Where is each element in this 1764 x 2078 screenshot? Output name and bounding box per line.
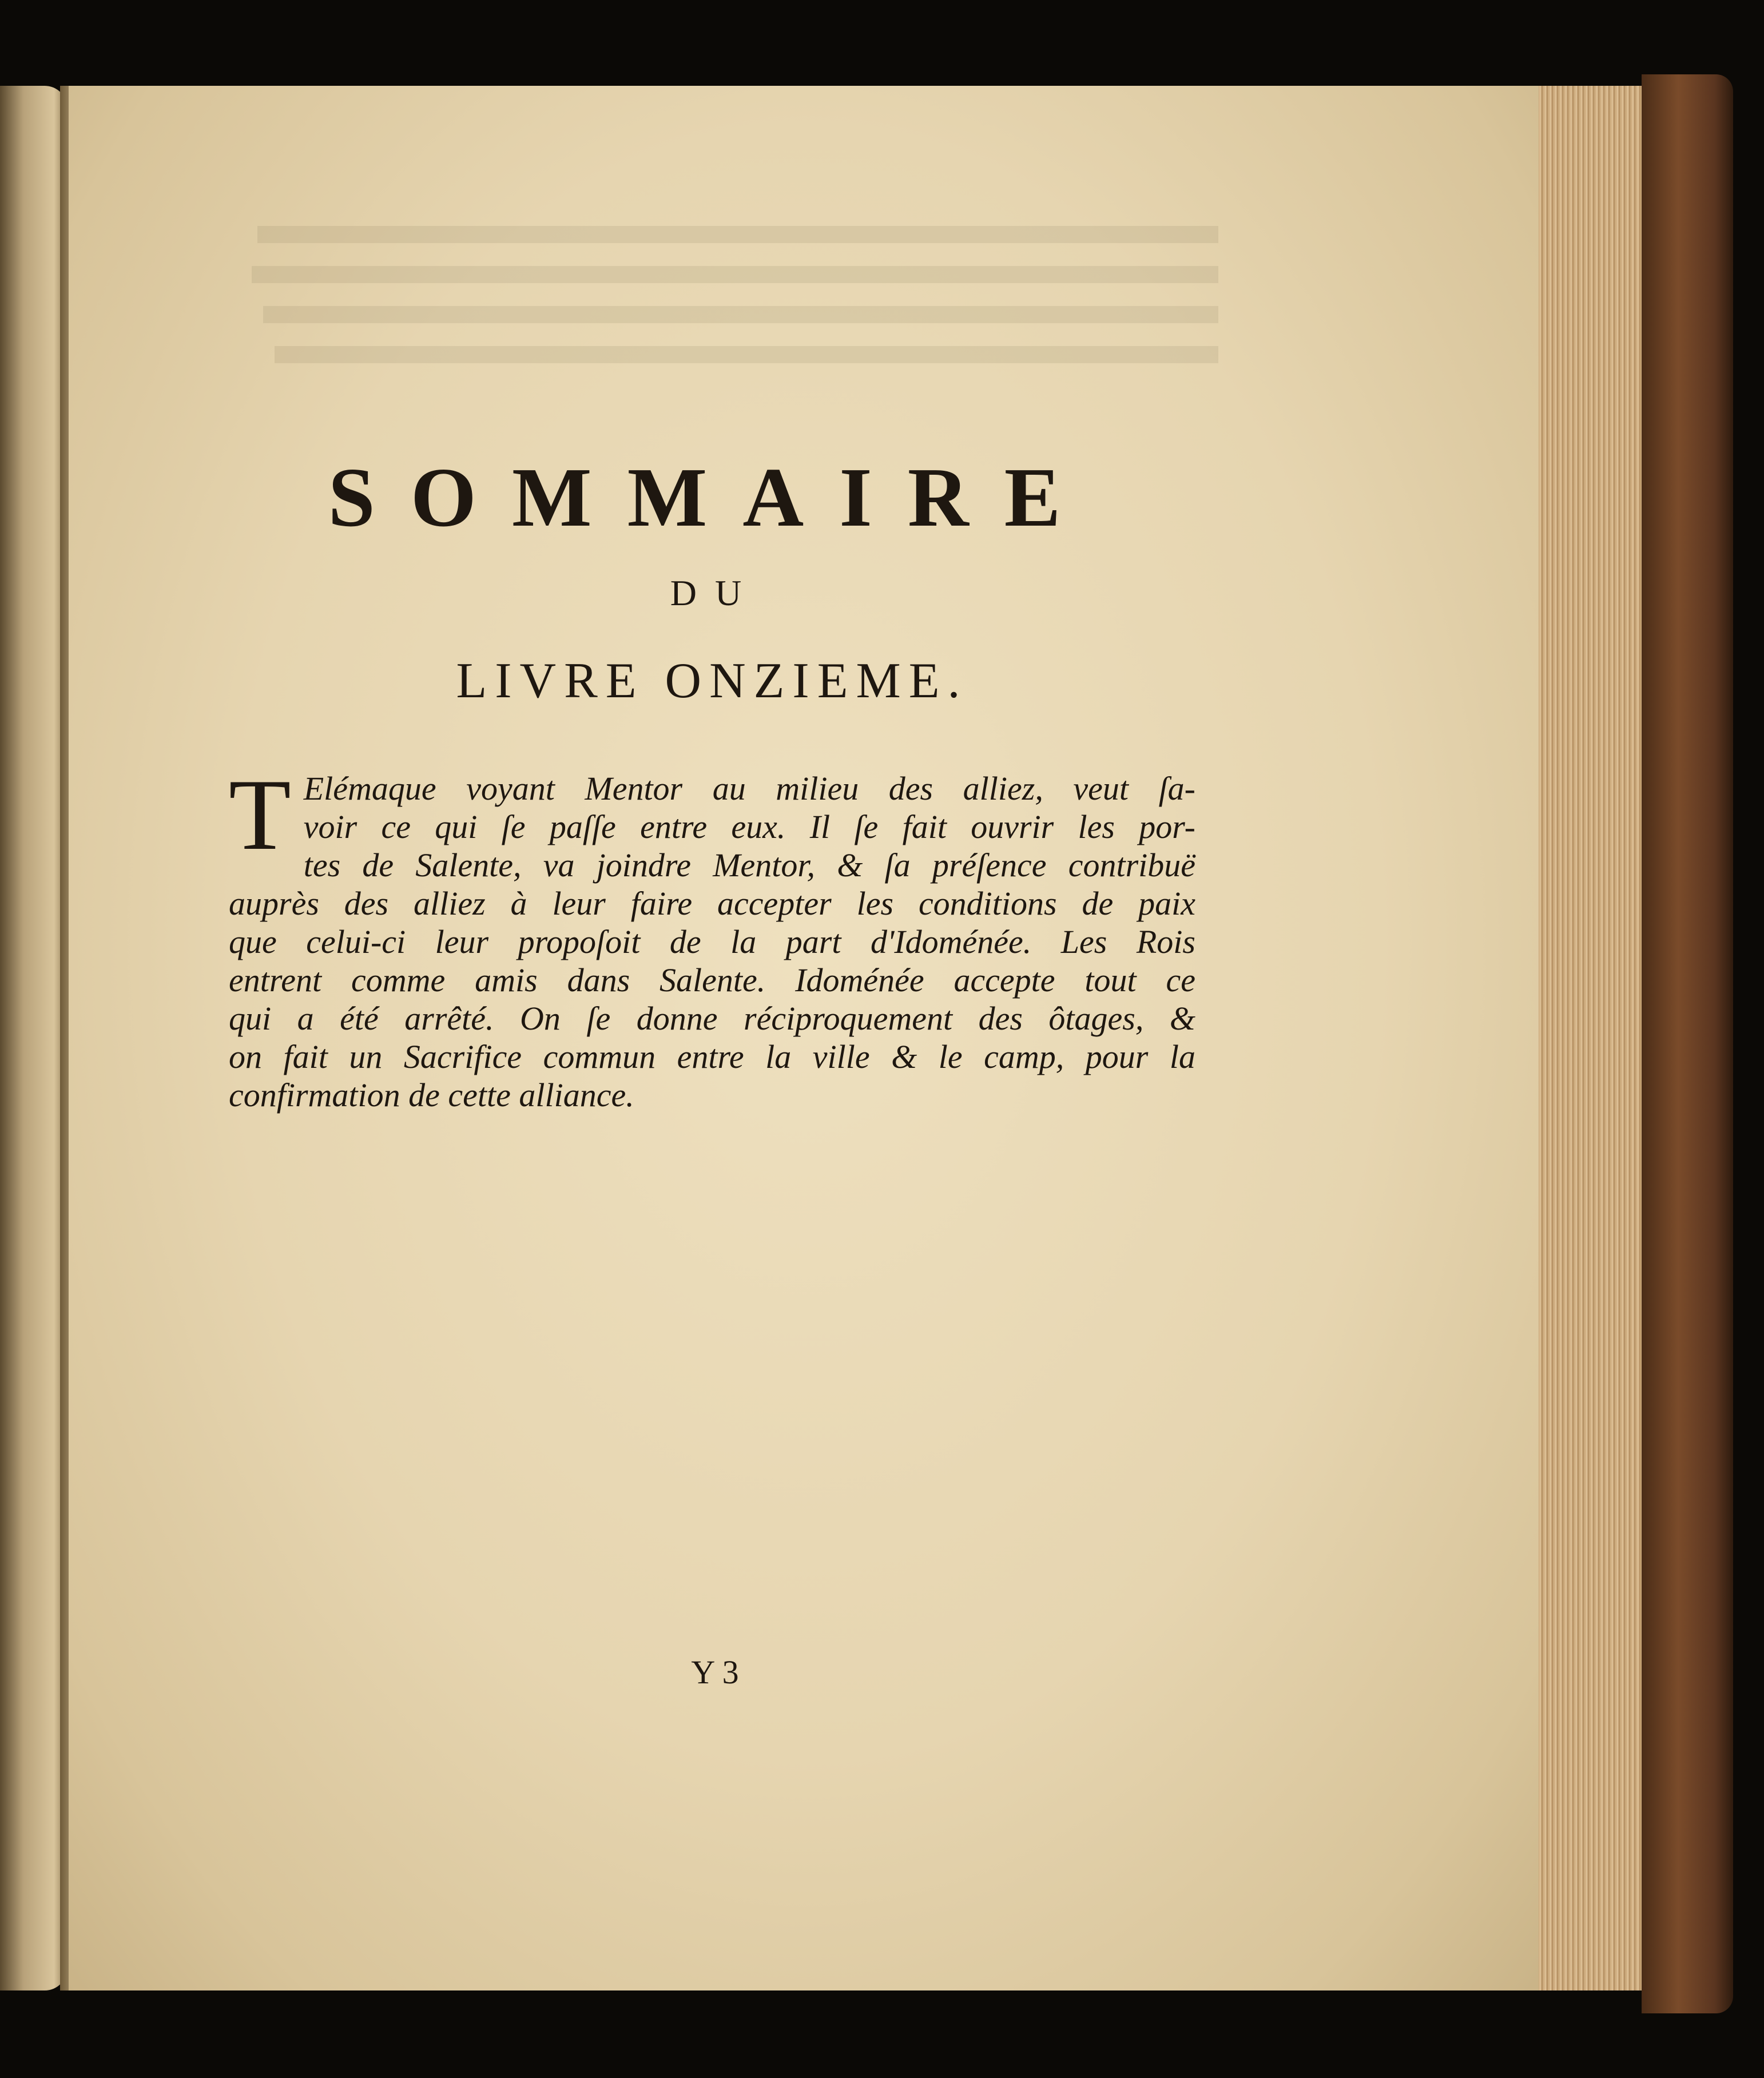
show-through-lines <box>246 226 1218 369</box>
summary-line: Elémaque voyant Mentor au milieu des alliez, veut ſa- <box>303 770 1195 807</box>
subtitle-livre: LIVRE ONZIEME. <box>456 653 968 709</box>
leather-binding <box>1642 74 1733 2013</box>
summary-paragraph <box>229 758 1195 1114</box>
summary-line: on fait un Sacrifice commun entre la ville & le camp, pour la <box>229 1038 1195 1075</box>
summary-line: que celui-ci leur propoſoit de la part d'Idoménée. Les Rois <box>229 923 1195 960</box>
summary-line: confirmation de cette alliance. <box>229 1076 634 1114</box>
drop-cap: T <box>229 758 291 871</box>
summary-line: tes de Salente, va joindre Mentor, & ſa préſence contribuë <box>303 847 1195 884</box>
left-page-edge <box>0 86 67 1990</box>
show-through-text <box>246 226 1218 378</box>
summary-line: qui a été arrêté. On ſe donne réciproquement des ôtages, & <box>229 1000 1195 1037</box>
summary-line: auprès des alliez à leur faire accepter les conditions de paix <box>229 885 1195 922</box>
page-fore-edge <box>1539 86 1647 1990</box>
signature-mark: Y 3 <box>691 1654 739 1691</box>
page-title: SOMMAIRE <box>328 451 1096 545</box>
summary-line: voir ce qui ſe paſſe entre eux. Il ſe fait ouvrir les por- <box>303 808 1195 845</box>
subtitle-du: DU <box>670 573 760 613</box>
summary-line: entrent comme amis dans Salente. Idoménée accepte tout ce <box>229 961 1195 999</box>
